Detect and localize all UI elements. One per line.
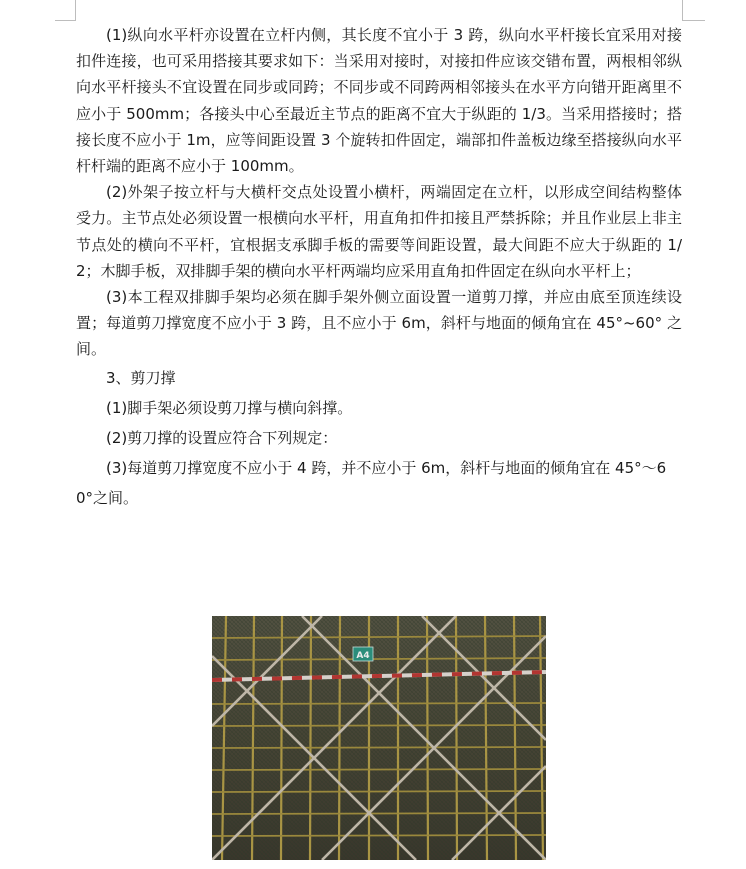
page-corner-top-left	[55, 0, 76, 21]
section-heading: 3、剪刀撑	[106, 368, 176, 387]
scaffold-photo-drawing	[212, 616, 546, 860]
page-corner-top-right	[682, 0, 705, 21]
paragraph-longitudinal-bars: (1)纵向水平杆亦设置在立杆内侧，其长度不宜小于 3 跨，纵向水平杆接长宜采用对接扣件连接，也可采用搭接其要求如下：当采用对接时，对接扣件应该交错布置，两根相邻纵向水平杆接头不宜设置在同步或同跨；不同步或不同跨两相邻接头在水平方向错开距离里不应小于 500mm；各接头中心至最近主节点的距离不宜大于纵距的 1/3。当采用搭接时；搭接长度不应小于 1m，应等间距设置 3 个旋转扣件固定，端部扣件盖板边缘至搭接纵向水平杆杆端的距离不应小于 100mm。	[76, 26, 682, 176]
sign-label: A4	[356, 651, 370, 661]
scaffold-photo	[212, 616, 546, 860]
list-item: (3)每道剪刀撑宽度不应小于 4 跨，并不应小于 6m，斜杆与地面的倾角宜在 45°～60°之间。	[76, 458, 667, 507]
document-body	[76, 22, 682, 513]
list-item: (1)脚手架必须设剪刀撑与横向斜撑。	[106, 398, 353, 417]
paragraph-transverse-bars: (2)外架子按立杆与大横杆交点处设置小横杆，两端固定在立杆，以形成空间结构整体受力。主节点处必须设置一根横向水平杆，用直角扣件扣接且严禁拆除；并且作业层上非主节点处的横向不平杆，宜根据支承脚手板的需要等间距设置，最大间距不应大于纵距的 1/2；木脚手板，双排脚手架的横向水平杆两端均应采用直角扣件固定在纵向水平杆上；	[76, 183, 682, 280]
paragraph-scissor-brace-requirement: (3)本工程双排脚手架均必须在脚手架外侧立面设置一道剪刀撑，并应由底至顶连续设置；每道剪刀撑宽度不应小于 3 跨，且不应小于 6m，斜杆与地面的倾角宜在 45°~60° 之间。	[76, 288, 682, 359]
photo-shade	[212, 616, 546, 860]
list-item: (2)剪刀撑的设置应符合下列规定：	[106, 428, 338, 447]
